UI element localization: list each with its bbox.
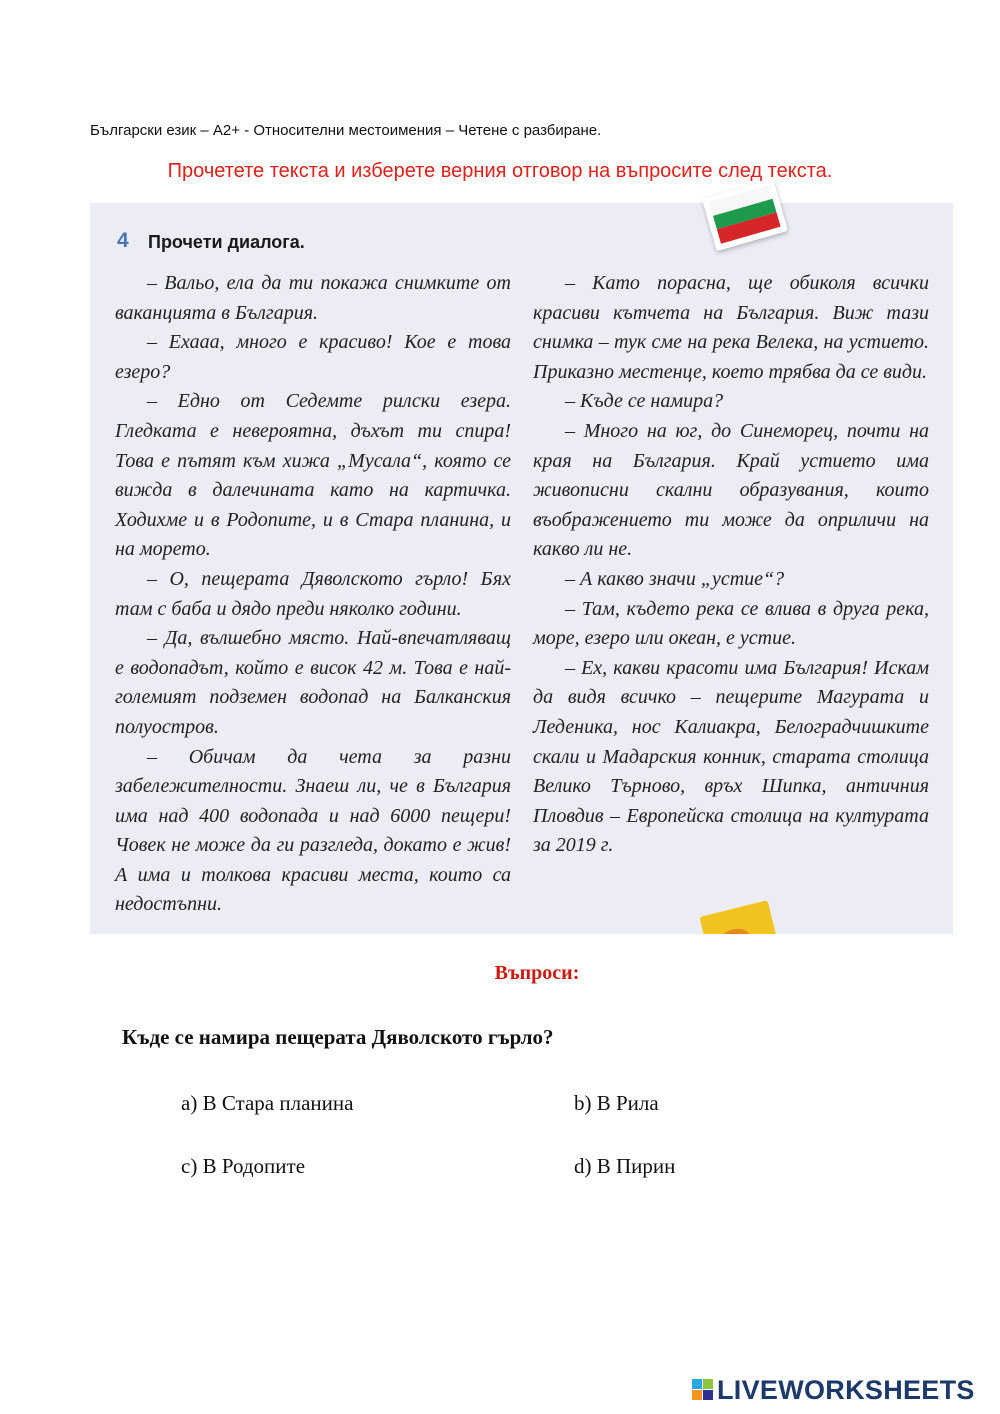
dialogue-right-column	[533, 269, 929, 861]
answer-option-c[interactable]: c) В Родопите	[181, 1154, 306, 1178]
dialogue-line: – Да, вълшебно място. Най-впечатляващ е водопадът, който е висок 42 м. Това е най-големият подземен водопад на Балканския полуостров.	[115, 627, 511, 738]
dialogue-line: – Като порасна, ще обиколя всички красиви кътчета на България. Виж тази снимка – тук сме на река Велека, на устието. Приказно местенце, което трябва да се види.	[533, 272, 929, 383]
instruction-text: Прочетете текста и изберете верния отговор на въпросите след текста.	[167, 160, 833, 182]
question-1: Къде се намира пещерата Дяволското гърло?	[122, 1025, 554, 1049]
dialogue-line: – Там, където река се влива в друга река, море, езеро или океан, е устие.	[533, 597, 929, 650]
dialogue-line: – Ех, какви красоти има България! Искам да видя всичко – пещерите Магурата и Леденика, нос Калиакра, Белоградчишките скали и Мадарския конник, старата столица Велико Търново, връх Шипка, античния Пловдив – Европейска столица на културата за 2019 г.	[533, 656, 929, 857]
liveworksheets-logo-icon	[692, 1379, 714, 1401]
dialogue-line: – Къде се намира?	[565, 390, 724, 413]
questions-heading: Въпроси:	[494, 962, 580, 984]
dialogue-line: – Обичам да чета за разни забележителности. Знаеш ли, че в България има над 400 водопада и над 6000 пещери! Човек не може да ги разгледа, докато е жив! А има и толкова красиви места, които са недостъпни.	[115, 745, 511, 916]
liveworksheets-brand	[692, 1374, 975, 1406]
dialogue-left-column	[115, 269, 511, 920]
dialogue-line: – Едно от Седемте рилски езера. Гледката е невероятна, дъхът ти спира! Това е пътят към хижа „Мусала“, която се вижда в далечината като на картичка. Ходихме и в Родопите, и в Стара планина, и на морето.	[115, 390, 511, 561]
exercise-number: 4	[117, 229, 129, 252]
answer-option-b[interactable]: b) В Рила	[574, 1091, 659, 1115]
dialogue-line: – Вальо, ела да ти покажа снимките от ваканцията в България.	[115, 272, 511, 324]
brand-text: LIVEWORKSHEETS	[717, 1374, 975, 1405]
exercise-title: Прочети диалога.	[148, 232, 305, 252]
dialogue-line: – А какво значи „устие“?	[565, 567, 785, 590]
answer-option-a[interactable]: a) В Стара планина	[181, 1091, 354, 1115]
dialogue-line: – Ехааа, много е красиво! Кое е това езеро?	[115, 331, 511, 383]
dialogue-line: – О, пещерата Дяволското гърло! Бях там с баба и дядо преди няколко години.	[115, 567, 511, 620]
worksheet-header: Български език – А2+ - Относителни местоимения – Четене с разбиране.	[90, 122, 602, 139]
dialogue-line: – Много на юг, до Синеморец, почти на края на България. Край устието има живописни скални образувания, които въображението ти може да оприличи на какво ли не.	[533, 419, 929, 561]
answer-option-d[interactable]: d) В Пирин	[574, 1154, 676, 1178]
stamp-mask	[690, 934, 790, 964]
